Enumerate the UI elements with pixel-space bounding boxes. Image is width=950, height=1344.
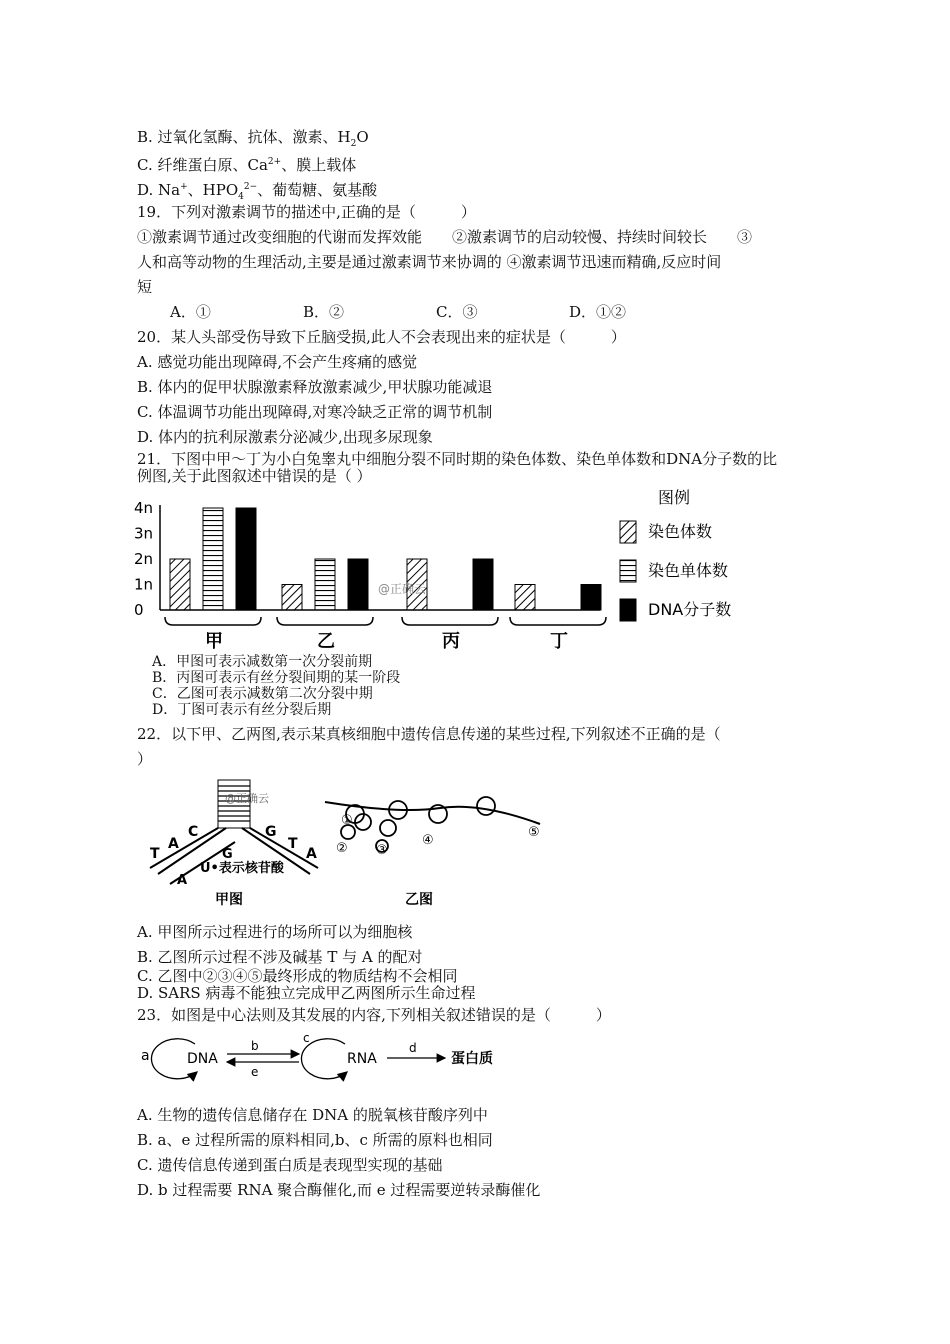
q19-option: B．②	[303, 303, 345, 321]
q20-stem: 20．某人头部受伤导致下丘脑受损,此人不会表现出来的症状是（ ）	[137, 328, 626, 346]
svg-text:b: b	[251, 1039, 259, 1053]
category-brace	[510, 617, 606, 625]
svg-text:②: ②	[336, 841, 348, 856]
svg-text:A: A	[168, 836, 179, 852]
watermark: @正确云	[225, 792, 269, 805]
q21-option-b: B．丙图可表示有丝分裂间期的某一阶段	[152, 670, 401, 686]
legend-label: 染色体数	[648, 522, 713, 541]
q18-option-c: C. 纤维蛋白原、$Ca^{2+}$、膜上载体	[137, 156, 357, 174]
svg-text:C: C	[188, 824, 199, 840]
bar-chromatid	[315, 559, 335, 610]
svg-text:c: c	[303, 1031, 310, 1045]
legend-swatch-chromatid	[620, 560, 636, 582]
q19-option: A．①	[170, 303, 211, 321]
bar-chromatid	[203, 508, 223, 610]
central-dogma-diagram	[135, 1030, 515, 1086]
q21-option-d: D．丁图可表示有丝分裂后期	[152, 702, 332, 718]
q18-option-d: D. Na+、$HPO_4^{2-}$、葡萄糖、氨基酸	[137, 181, 378, 202]
q21-option-c: C．乙图可表示减数第二次分裂中期	[152, 686, 373, 702]
q23-option-a: A. 生物的遗传信息储存在 DNA 的脱氧核苷酸序列中	[137, 1106, 488, 1124]
q22-option-b: B. 乙图所示过程不涉及碱基 T 与 A 的配对	[137, 948, 423, 966]
figure-title-right: 乙图	[405, 892, 433, 908]
y-tick-label: 1n	[134, 575, 154, 594]
q22-option-d: D. SARS 病毒不能独立完成甲乙两图所示生命过程	[137, 984, 476, 1002]
q21-option-a: A．甲图可表示减数第一次分裂前期	[152, 654, 373, 670]
category-label: 丙	[442, 631, 460, 652]
translation-diagram	[325, 797, 540, 908]
category-label: 甲	[205, 631, 223, 652]
svg-text:⑤: ⑤	[528, 825, 540, 840]
bar-chromosome	[170, 559, 190, 610]
bar-dna	[236, 508, 256, 610]
transcription-diagram	[150, 780, 318, 908]
svg-text:④: ④	[422, 833, 434, 848]
legend-label: DNA分子数	[648, 600, 732, 619]
q19-statement-line: 人和高等动物的生理活动,主要是通过激素调节来协调的 ④激素调节迅速而精确,反应时间	[137, 253, 722, 271]
svg-text:RNA: RNA	[347, 1051, 377, 1067]
bar-dna	[348, 559, 368, 610]
q22-stem: 22．以下甲、乙两图,表示某真核细胞中遗传信息传递的某些过程,下列叙述不正确的是（	[137, 725, 721, 743]
q19-statement-line: 短	[137, 278, 153, 296]
svg-text:A: A	[177, 873, 188, 888]
q23-option-d: D. b 过程需要 RNA 聚合酶催化,而 e 过程需要逆转录酶催化	[137, 1181, 541, 1199]
svg-text:①: ①	[341, 813, 353, 828]
q22-stem: ）	[137, 750, 153, 768]
y-tick-label: 2n	[134, 550, 154, 568]
category-brace	[165, 617, 261, 625]
category-label: 乙	[317, 631, 335, 652]
q20-option-d: D. 体内的抗利尿激素分泌减少,出现多尿现象	[137, 428, 433, 446]
category-brace	[402, 617, 498, 625]
q19-option: D．①②	[569, 303, 627, 321]
y-tick-label: 3n	[134, 524, 154, 543]
q19-option: C．③	[436, 303, 478, 321]
svg-text:T: T	[288, 836, 298, 852]
q23-option-b: B. a、e 过程所需的原料相同,b、c 所需的原料也相同	[137, 1131, 493, 1149]
y-tick-label: 0	[134, 601, 144, 619]
svg-text:DNA: DNA	[187, 1051, 218, 1067]
q19-options	[170, 302, 702, 322]
svg-text:A: A	[306, 846, 317, 862]
bar-dna	[581, 585, 601, 611]
q22-option-c: C. 乙图中②③④⑤最终形成的物质结构不会相同	[137, 967, 458, 985]
q18-option-b: B. 过氧化氢酶、抗体、激素、$H_2O$	[137, 128, 369, 149]
figure-title-left: 甲图	[215, 892, 243, 908]
svg-text:d: d	[409, 1041, 417, 1055]
q19-stem: 19．下列对激素调节的描述中,正确的是（ ）	[137, 203, 476, 221]
svg-text:G: G	[265, 824, 277, 840]
q20-option-c: C. 体温调节功能出现障碍,对寒冷缺乏正常的调节机制	[137, 403, 493, 421]
bar-chromosome	[515, 585, 535, 611]
q21-stem: 例图,关于此图叙述中错误的是（ ）	[137, 467, 372, 485]
q23-option-c: C. 遗传信息传递到蛋白质是表现型实现的基础	[137, 1156, 443, 1174]
category-brace	[277, 617, 373, 625]
legend-title: 图例	[658, 488, 691, 507]
legend-label: 染色单体数	[648, 561, 729, 580]
bar-chromosome	[282, 585, 302, 611]
q21-stem: 21．下图中甲～丁为小白兔睾丸中细胞分裂不同时期的染色体数、染色单体数和DNA分子数的比	[137, 450, 778, 468]
q20-option-b: B. 体内的促甲状腺激素释放激素减少,甲状腺功能减退	[137, 378, 493, 396]
watermark: @正确云	[378, 582, 427, 596]
svg-text:e: e	[251, 1065, 259, 1079]
q22-option-a: A. 甲图所示过程进行的场所可以为细胞核	[137, 923, 413, 941]
svg-text:T: T	[150, 846, 160, 862]
q19-statement-line: ①激素调节通过改变细胞的代谢而发挥效能 ②激素调节的启动较慢、持续时间较长 ③	[137, 228, 753, 246]
legend-swatch-chromosome	[620, 521, 636, 543]
q21-bar-chart	[130, 485, 750, 655]
svg-text:a: a	[141, 1048, 150, 1064]
q20-option-a: A. 感觉功能出现障碍,不会产生疼痛的感觉	[137, 353, 418, 371]
q22-figure	[140, 772, 560, 912]
q23-stem: 23．如图是中心法则及其发展的内容,下列相关叙述错误的是（ ）	[137, 1006, 611, 1024]
svg-text:③: ③	[376, 843, 388, 858]
bar-dna	[473, 559, 493, 610]
legend-swatch-dna	[620, 599, 636, 621]
category-label: 丁	[550, 631, 568, 652]
y-tick-label: 4n	[134, 499, 154, 517]
nucleotide-legend: U•表示核苷酸	[200, 861, 284, 876]
svg-text:蛋白质: 蛋白质	[451, 1051, 493, 1067]
svg-text:G: G	[222, 847, 233, 862]
